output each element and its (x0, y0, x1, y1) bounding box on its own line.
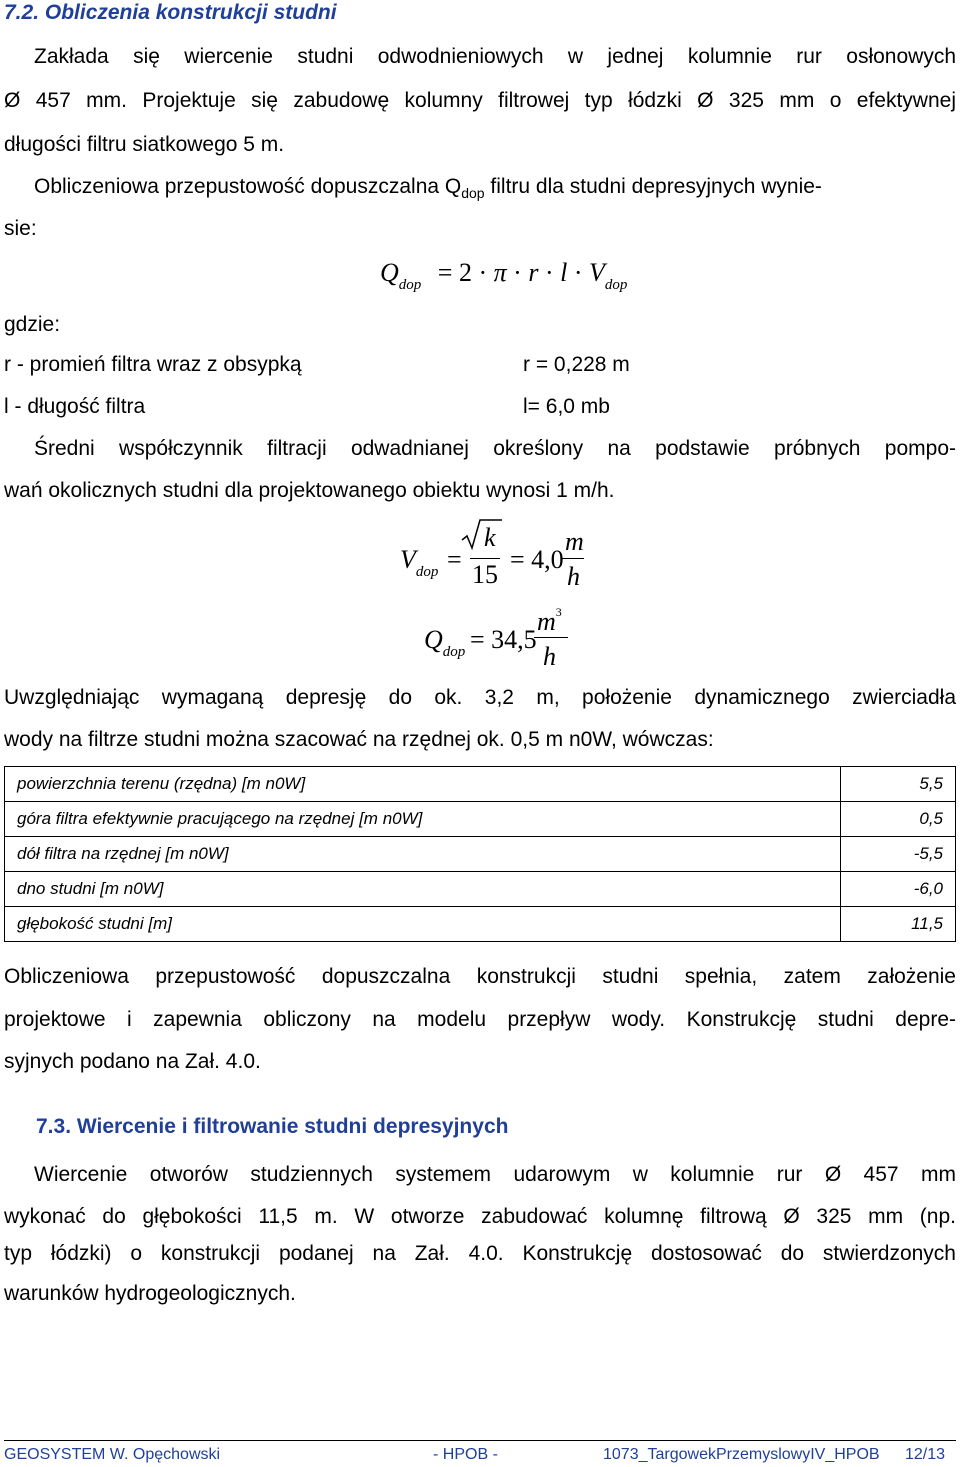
conclusion-line-3: syjnych podano na Zał. 4.0. (4, 1050, 261, 1073)
param-l-value: l= 6,0 mb (523, 395, 610, 418)
formula2-eq1: = (447, 545, 462, 574)
intro-line-1: Zakłada się wiercenie studni odwodnieniowych w jednej kolumnie rur osłonowych (34, 45, 956, 68)
formula3-h-text: h (543, 642, 556, 671)
table-cell-value: -6,0 (841, 872, 956, 907)
table-cell-value: 11,5 (841, 907, 956, 942)
formula-r: r (528, 258, 539, 287)
drilling-line-3: typ łódzki) o konstrukcji podanej na Zał. 4.0. Konstrukcję dostosować do stwierdzonych (4, 1242, 956, 1265)
formula2-fraction-bar (470, 558, 500, 559)
footer-file: 1073_TargowekPrzemyslowyIV_HPOB (603, 1446, 880, 1463)
conclusion-line-1: Obliczeniowa przepustowość dopuszczalna konstrukcji studni spełnia, zatem założenie (4, 965, 956, 988)
where-label: gdzie: (4, 313, 61, 336)
intro-line-2: Ø 457 mm. Projektuje się zabudowę kolumny filtrowej typ łódzki Ø 325 mm o efektywnej (4, 89, 956, 112)
formula2-v: V (400, 545, 416, 574)
depression-line-2: wody na filtrze studni można szacować na rzędnej ok. 0,5 m n0W, wówczas: (4, 728, 714, 751)
formula-l: l (560, 258, 568, 287)
formula-pi: π (493, 258, 507, 287)
formula3-exp: 3 (555, 605, 562, 619)
capacity-line-1 (34, 175, 822, 199)
coef-line-1: Średni współczynnik filtracji odwadnianej określony na podstawie próbnych pompo- (34, 437, 956, 460)
formula-q-sub: dop (398, 277, 422, 293)
table-cell-label: głębokość studni [m] (5, 907, 841, 942)
formula3-m-text: m (537, 607, 556, 636)
table-cell-label: dół filtra na rzędnej [m n0W] (5, 837, 841, 872)
intro-line-3: długości filtru siatkowego 5 m. (4, 133, 285, 156)
param-r-value: r = 0,228 m (523, 353, 630, 376)
formula2-eq2: = 4,0 (510, 545, 564, 574)
param-r-desc: r - promień filtra wraz z obsypką (4, 353, 302, 376)
formula2-m (565, 527, 584, 557)
table-cell-value: 0,5 (841, 802, 956, 837)
table-row (5, 802, 956, 837)
param-l-desc: l - długość filtra (4, 395, 146, 418)
formula3-unit-bar (534, 637, 568, 638)
table-cell-label: dno studni [m n0W] (5, 872, 841, 907)
well-levels-table (4, 766, 956, 942)
table-row (5, 872, 956, 907)
capacity-subscript: dop (461, 185, 485, 201)
table-row (5, 837, 956, 872)
capacity-line-2: sie: (4, 217, 37, 240)
table-row (5, 767, 956, 802)
formula-v-sub: dop (604, 277, 628, 293)
formula3-q: Q (424, 625, 443, 654)
table-row (5, 907, 956, 942)
capacity-text-b: filtru dla studni depresyjnych wynie- (484, 175, 822, 198)
formula2-h-text: h (567, 562, 580, 591)
table-cell-value: -5,5 (841, 837, 956, 872)
footer-page: 12/13 (905, 1446, 946, 1463)
table-cell-label: góra filtra efektywnie pracującego na rzędnej [m n0W] (5, 802, 841, 837)
formula2-den: 15 (472, 560, 498, 589)
conclusion-line-2: projektowe i zapewnia obliczony na modelu przepływ wody. Konstrukcję studni depre- (4, 1008, 956, 1031)
section-heading-7-3: 7.3. Wiercenie i filtrowanie studni depresyjnych (36, 1115, 509, 1138)
footer-rule (4, 1440, 956, 1441)
formula3-q-sub: dop (442, 644, 466, 660)
table-cell-value: 5,5 (841, 767, 956, 802)
drilling-line-1: Wiercenie otworów studziennych systemem udarowym w kolumnie rur Ø 457 mm (34, 1163, 956, 1186)
coef-line-2: wań okolicznych studni dla projektowanego obiektu wynosi 1 m/h. (4, 479, 615, 502)
formula-q-dop (424, 625, 466, 660)
formula-v: V (589, 258, 605, 287)
formula2-m-text: m (565, 527, 584, 556)
formula2-unit-bar (562, 558, 584, 559)
footer-project: - HPOB - (433, 1446, 498, 1463)
section-heading-7-2: 7.2. Obliczenia konstrukcji studni (4, 1, 337, 24)
formula-v-dop (400, 545, 439, 580)
formula-q: Q (380, 258, 399, 287)
formula3-m (537, 607, 562, 637)
formula2-v-sub: dop (415, 564, 439, 580)
formula2-h (567, 562, 580, 592)
drilling-line-2: wykonać do głębokości 11,5 m. W otworze zabudować kolumnę filtrową Ø 325 mm (np. (4, 1205, 956, 1228)
sqrt-sign-icon (460, 518, 504, 552)
formula3-h (543, 642, 556, 672)
depression-line-1: Uwzględniając wymaganą depresję do ok. 3,2 m, położenie dynamicznego zwierciadła (4, 686, 956, 709)
capacity-text-a: Obliczeniowa przepustowość dopuszczalna Q (34, 175, 462, 198)
formula-eq: = 2 · (437, 258, 488, 287)
formula2-k-text: k (484, 523, 496, 552)
drilling-line-4: warunków hydrogeologicznych. (4, 1282, 296, 1305)
formula-capacity: $Q_{dop} = 2 \cdot \pi \cdot r \cdot l \cdot V_{dop}$ (380, 258, 628, 293)
formula3-eq: = 34,5 (470, 625, 537, 654)
footer-company: GEOSYSTEM W. Opęchowski (4, 1446, 221, 1463)
table-cell-label: powierzchnia terenu (rzędna) [m n0W] (5, 767, 841, 802)
